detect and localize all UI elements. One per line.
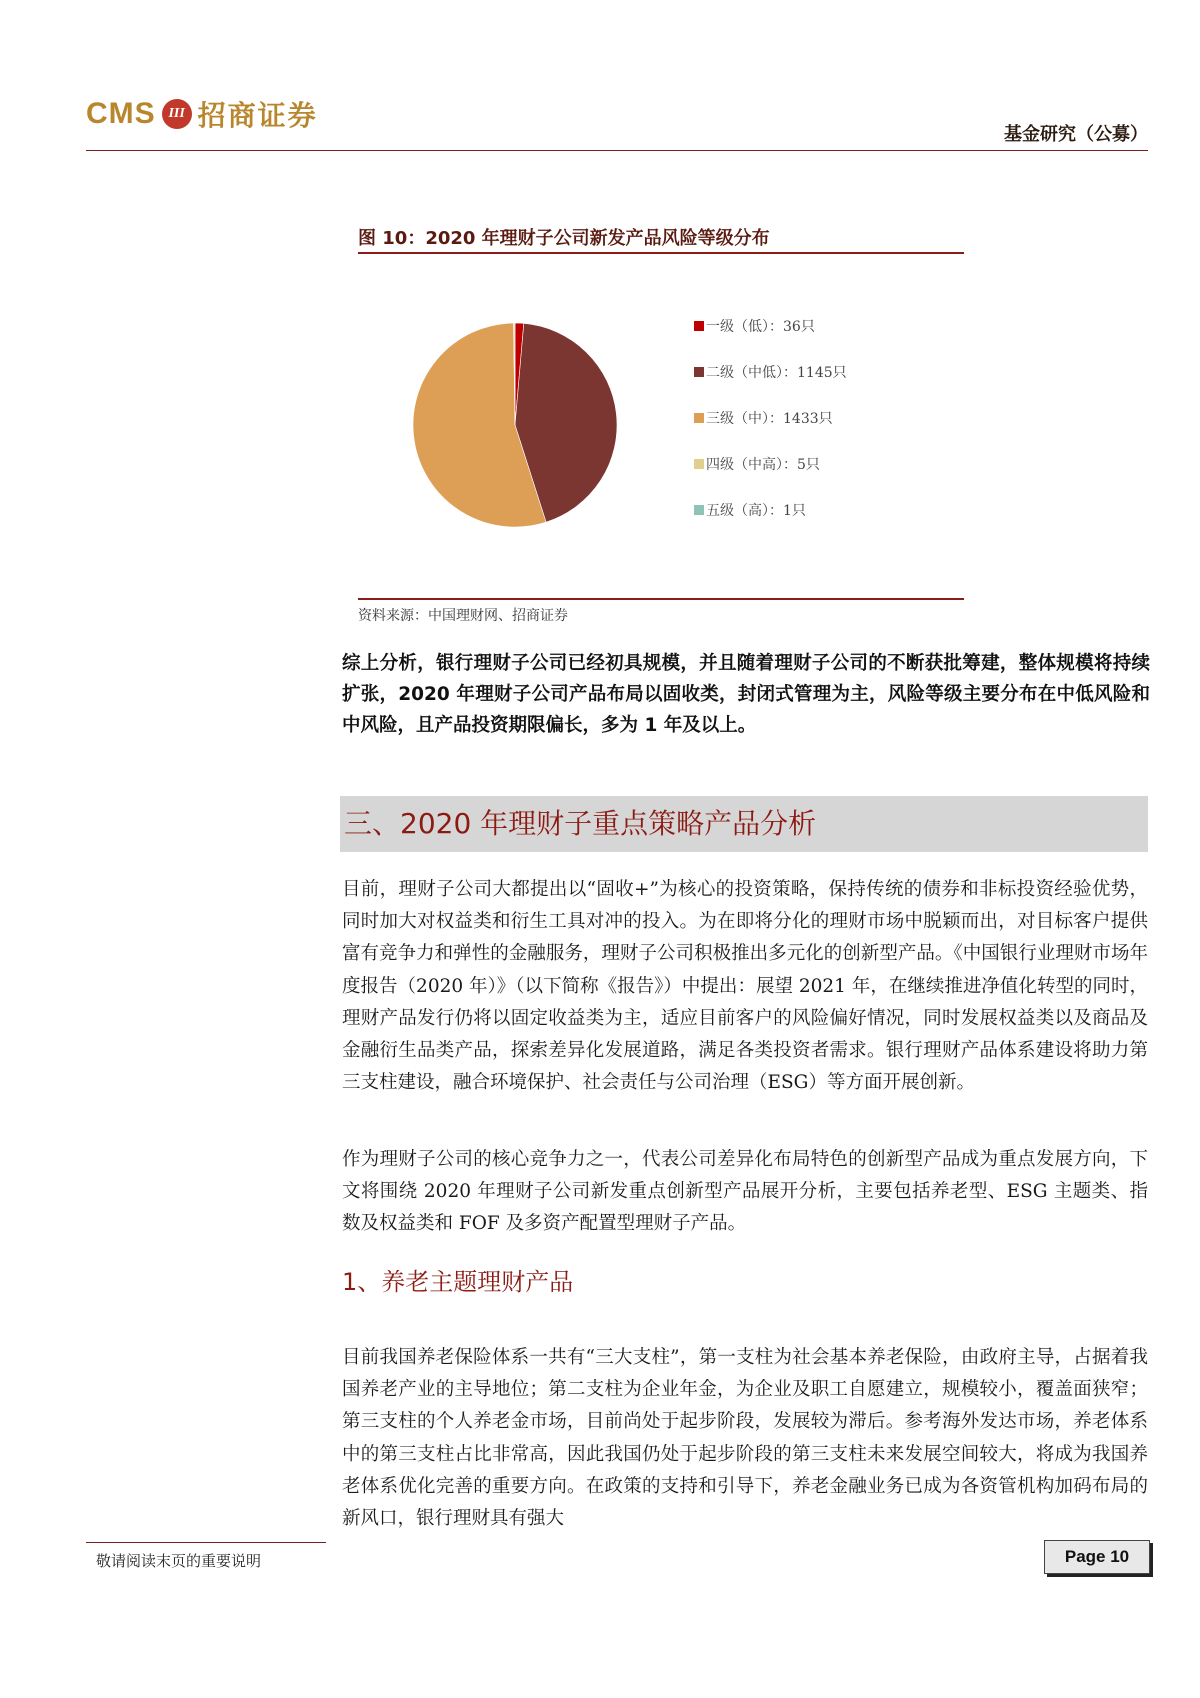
- subsection-title: 1、养老主题理财产品: [342, 1268, 574, 1296]
- logo-cn-text: 招商证券: [197, 99, 318, 132]
- legend-swatch: [694, 321, 704, 331]
- risk-level-pie-chart: [400, 310, 630, 540]
- legend-label: 三级（中）：1433只: [706, 411, 833, 427]
- figure-source: 资料来源：中国理财网、招商证券: [358, 608, 568, 624]
- figure-top-rule: [358, 252, 964, 254]
- legend-item-2: [694, 362, 847, 382]
- figure-bottom-rule: [358, 598, 964, 600]
- company-logo: [86, 92, 318, 136]
- legend-swatch: [694, 367, 704, 377]
- legend-swatch: [694, 459, 704, 469]
- footer-note: 敬请阅读末页的重要说明: [96, 1552, 262, 1570]
- logo-badge-icon: III: [162, 99, 192, 129]
- legend-label: 一级（低）：36只: [706, 319, 815, 335]
- body-paragraph-1: 目前，理财子公司大都提出以“固收+”为核心的投资策略，保持传统的债券和非标投资经验优势，同时加大对权益类和衍生工具对冲的投入。为在即将分化的理财市场中脱颖而出，对目标客户提供富有竞争力和弹性的金融服务，理财子公司积极推出多元化的创新型产品。《中国银行业理财市场年度报告（2020 年）》（以下简称《报告》）中提出：展望 2021 年，在继续推进净值化转型的同时，理财产品发行仍将以固定收益类为主，适应目前客户的风险偏好情况，同时发展权益类以及商品及金融衍生品类产品，探索差异化发展道路，满足各类投资者需求。银行理财产品体系建设将助力第三支柱建设，融合环境保护、社会责任与公司治理（ESG）等方面开展创新。: [342, 879, 1148, 1094]
- logo-cms-text: CMS: [86, 97, 156, 130]
- footer-divider: [86, 1542, 326, 1543]
- figure-title: 图 10：2020 年理财子公司新发产品风险等级分布: [358, 228, 770, 249]
- legend-label: 二级（中低）：1145只: [706, 365, 847, 381]
- legend-label: 四级（中高）：5只: [706, 457, 820, 473]
- legend-item-3: [694, 408, 833, 428]
- legend-item-4: [694, 454, 820, 474]
- header-divider: [86, 150, 1148, 151]
- legend-swatch: [694, 505, 704, 515]
- report-type: 基金研究（公募）: [1004, 124, 1148, 145]
- legend-item-5: [694, 500, 806, 520]
- body-paragraph-3: 目前我国养老保险体系一共有“三大支柱”，第一支柱为社会基本养老保险，由政府主导，占据着我国养老产业的主导地位；第二支柱为企业年金，为企业及职工自愿建立，规模较小，覆盖面狭窄；第三支柱的个人养老金市场，目前尚处于起步阶段，发展较为滞后。参考海外发达市场，养老体系中的第三支柱占比非常高，因此我国仍处于起步阶段的第三支柱未来发展空间较大，将成为我国养老体系优化完善的重要方向。在政策的支持和引导下，养老金融业务已成为各资管机构加码布局的新风口，银行理财具有强大: [342, 1347, 1148, 1530]
- legend-label: 五级（高）：1只: [706, 503, 806, 519]
- body-paragraph-2: 作为理财子公司的核心竞争力之一，代表公司差异化布局特色的创新型产品成为重点发展方向，下文将围绕 2020 年理财子公司新发重点创新型产品展开分析，主要包括养老型、ESG 主题类、指数及权益类和 FOF 及多资产配置型理财子产品。: [342, 1149, 1148, 1235]
- legend-item-1: [694, 316, 815, 336]
- legend-swatch: [694, 413, 704, 423]
- summary-paragraph: 综上分析，银行理财子公司已经初具规模，并且随着理财子公司的不断获批筹建，整体规模将持续扩张，2020 年理财子公司产品布局以固收类，封闭式管理为主，风险等级主要分布在中低风险和中风险，且产品投资期限偏长，多为 1 年及以上。: [342, 653, 1150, 736]
- page-number: Page 10: [1044, 1540, 1150, 1574]
- section-title: 三、2020 年理财子重点策略产品分析: [344, 807, 817, 840]
